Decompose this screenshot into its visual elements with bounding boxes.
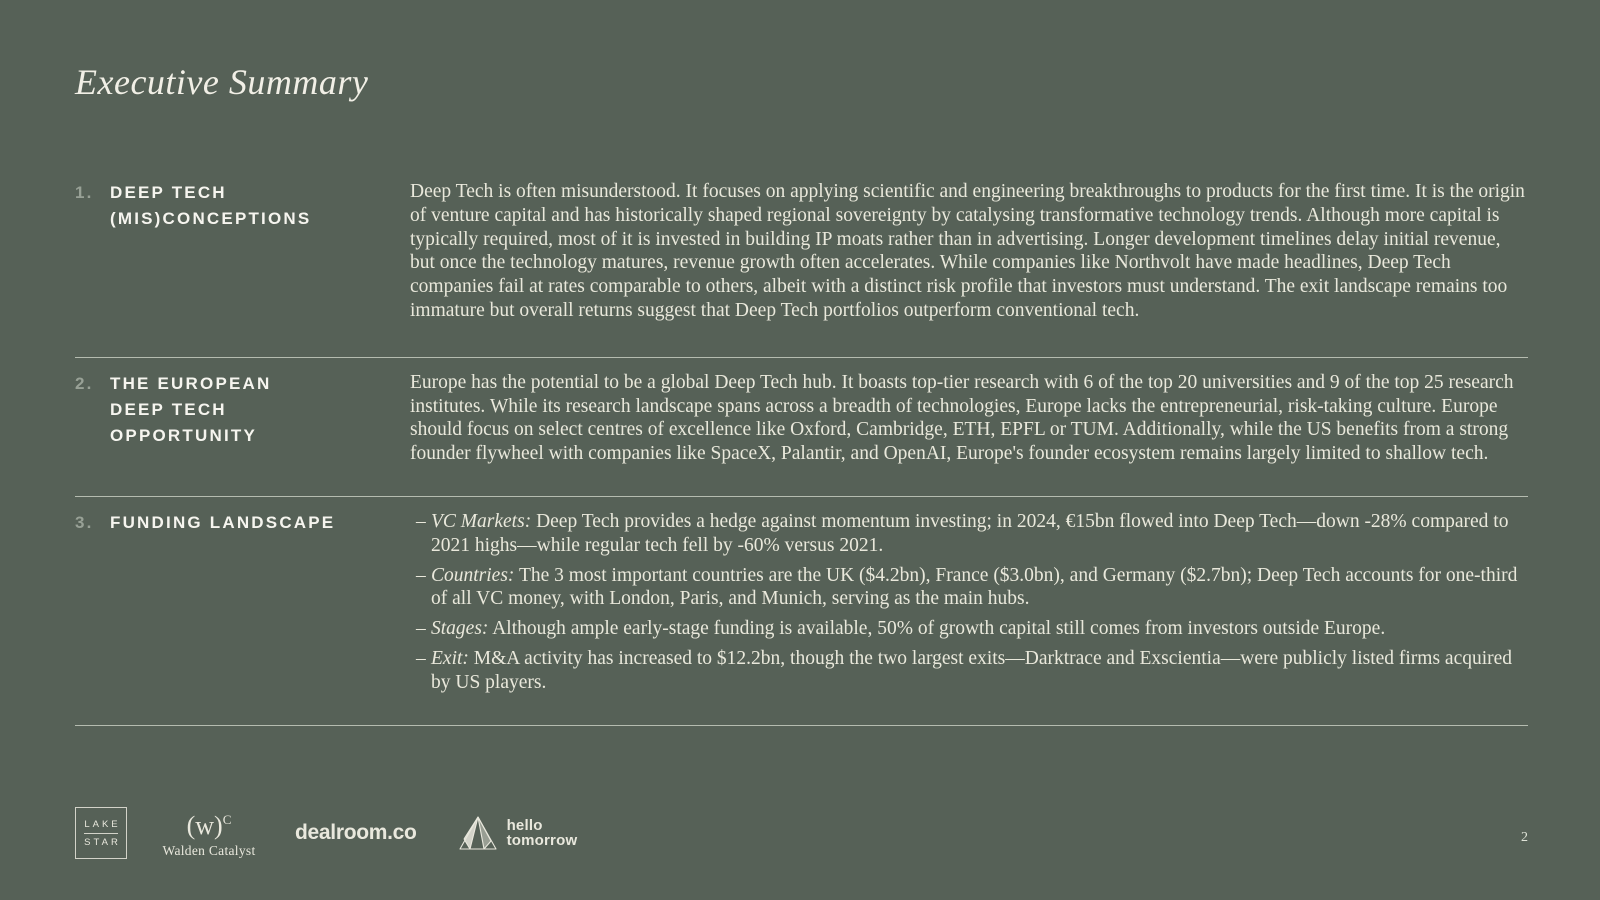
hello-tomorrow-line1: hello	[506, 817, 543, 834]
bullet-text: Stages: Although ample early-stage funding is available, 50% of growth capital still comes from investors outside Europe.	[431, 618, 1386, 640]
section-number: 1.	[75, 183, 94, 202]
bullet-label: VC Markets:	[431, 510, 532, 532]
section-heading: FUNDING LANDSCAPE	[110, 512, 336, 532]
footer	[75, 762, 1528, 900]
section-label	[75, 510, 410, 695]
hello-tomorrow-icon	[457, 814, 499, 852]
section-row	[75, 358, 1528, 497]
section-heading: THE EUROPEAN DEEP TECH OPPORTUNITY	[110, 373, 272, 445]
walden-catalyst-logo	[159, 807, 259, 859]
section-label	[75, 371, 410, 466]
section-label	[75, 180, 410, 323]
section-paragraph: Europe has the potential to be a global Deep Tech hub. It boasts top-tier research with 6 of the top 20 universities and 9 of the top 25 research institutes. While its research landscape spans across a breadth of technologies, Europe lacks the entrepreneurial, risk-taking culture. Europe should focus on select centres of excellence like Oxford, Cambridge, ETH, EPFL or TUM. Additionally, while the US benefits from a strong founder flywheel with companies like SpaceX, Palantir, and OpenAI, Europe's founder ecosystem remains largely limited to shallow tech.	[410, 371, 1514, 465]
section-row	[75, 497, 1528, 726]
bullet-dash: –	[416, 510, 426, 532]
walden-catalyst-name: Walden Catalyst	[162, 843, 256, 858]
section-number: 2.	[75, 373, 94, 393]
lakestar-logo	[75, 807, 127, 859]
sections	[75, 180, 1528, 726]
bullet-label: Exit:	[431, 647, 469, 669]
section-number: 3.	[75, 512, 94, 532]
dealroom-logo: dealroom.co	[295, 821, 417, 844]
section-heading: DEEP TECH (MIS)CONCEPTIONS	[110, 183, 312, 228]
section-body	[410, 510, 1528, 695]
section-body	[410, 371, 1528, 466]
hello-tomorrow-logo	[457, 814, 578, 852]
section-row	[75, 180, 1528, 358]
bullet-text: Exit: M&A activity has increased to $12.2bn, though the two largest exits—Darktrace and Exscientia—were publicly listed firms acquired by US players.	[431, 647, 1513, 693]
bullet-text: VC Markets: Deep Tech provides a hedge against momentum investing; in 2024, €15bn flowed into Deep Tech—down -28% compared to 2021 highs—while regular tech fell by -60% versus 2021.	[431, 510, 1509, 556]
section-paragraph: Deep Tech is often misunderstood. It focuses on applying scientific and engineering breakthroughs to products for the first time. It is the origin of venture capital and has historically shaped regional sovereignty by catalysing transformative technology trends. Although more capital is typically required, most of it is invested in building IP moats rather than in advertising. Longer development timelines delay initial revenue, but once the technology matures, revenue growth often accelerates. While companies like Northvolt have made headlines, Deep Tech companies fail at rates comparable to others, albeit with a distinct risk profile that investors must understand. The exit landscape remains too immature but overall returns suggest that Deep Tech portfolios outperform conventional tech.	[410, 181, 1525, 321]
lakestar-logo-line2: STAR	[84, 836, 121, 848]
hello-tomorrow-line2: tomorrow	[506, 832, 578, 849]
lakestar-logo-line1: LAKE	[84, 818, 121, 830]
hello-tomorrow-wordmark	[507, 818, 578, 848]
bullet-dash: –	[416, 618, 426, 640]
bullet-item	[410, 564, 1528, 612]
bullet-dash: –	[416, 647, 426, 669]
page-number: 2	[1521, 830, 1528, 845]
bullet-dash: –	[416, 564, 426, 586]
bullet-label: Stages:	[431, 618, 489, 640]
partner-logos	[75, 807, 577, 859]
bullet-label: Countries:	[431, 564, 515, 586]
walden-monogram-c: C	[222, 812, 232, 827]
section-body	[410, 180, 1528, 323]
bullet-text: Countries: The 3 most important countries are the UK ($4.2bn), France ($3.0bn), and Germany ($2.7bn); Deep Tech accounts for one-third of all VC money, with London, Paris, and Munich, serving as the main hubs.	[431, 564, 1518, 610]
bullet-item	[410, 510, 1528, 558]
bullet-item	[410, 647, 1528, 695]
walden-catalyst-monogram	[187, 807, 232, 839]
bullet-item	[410, 617, 1528, 641]
walden-monogram-w: (w)	[186, 811, 223, 840]
lakestar-logo-rule	[84, 833, 118, 834]
page-title: Executive Summary	[75, 62, 369, 102]
